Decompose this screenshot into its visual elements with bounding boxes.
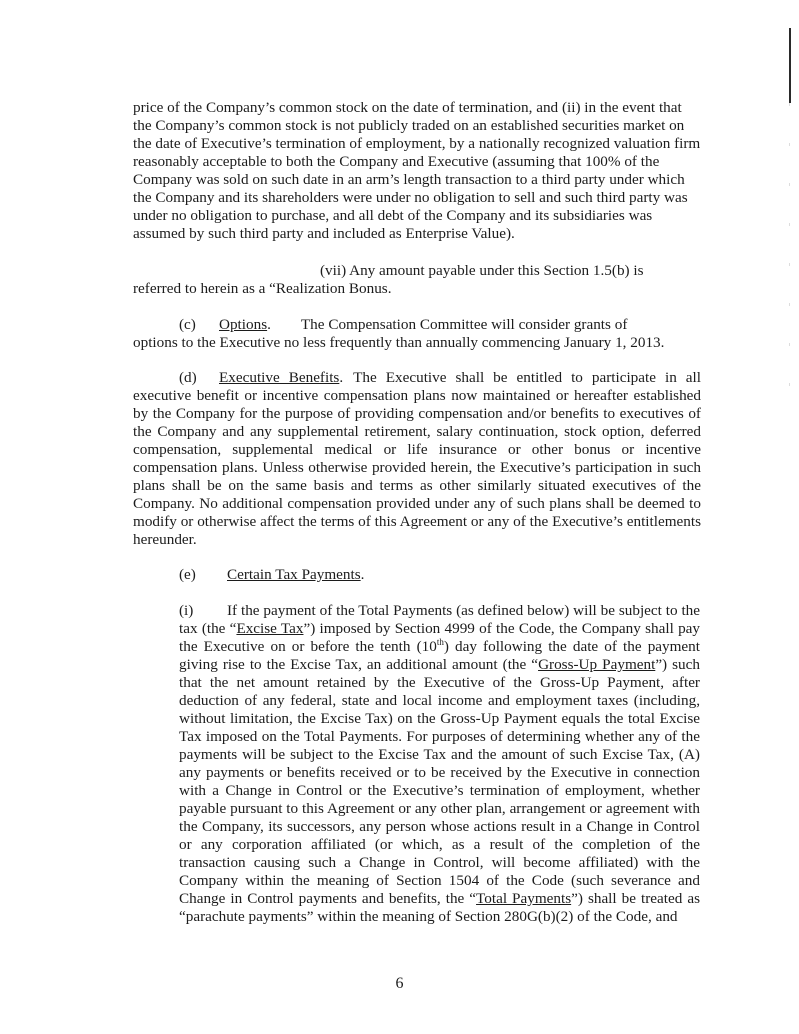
section-vii-paragraph [133,262,701,298]
section-e-heading: Certain Tax Payments [227,566,361,583]
excise-tax-term: Excise Tax [236,620,304,637]
section-e-label: (e) [179,566,196,583]
section-e-i-body [179,602,700,926]
section-e-i-text1: If the payment of the Total Payments (as defined below) will be subject to the tax (the “ [179,602,700,637]
ordinal-superscript: th [436,636,444,647]
section-e-i-text5: ”) shall be treated as “parachute payments” within the meaning of Section 280G(b)(2) of the Code, and [179,890,700,925]
section-c-label: (c) [179,316,196,333]
section-vii-text: (vii) Any amount payable under this Section 1.5(b) is [320,262,644,279]
section-e-i-label: (i) [179,602,194,619]
section-d-label: (d) [179,369,197,386]
section-d-heading: Executive Benefits [219,369,340,386]
section-d-body [133,369,701,549]
section-vii-line1 [133,262,701,280]
section-c-paragraph [133,316,701,352]
scan-edge-trace [789,103,790,403]
section-d-heading-punct: . [339,369,344,386]
gross-up-payment-term: Gross-Up Payment [538,656,656,673]
page-number: 6 [395,975,404,992]
section-c-text1: The Compensation Committee will consider grants of [300,316,628,333]
section-e-heading-punct: . [360,566,365,583]
section-c-heading-punct: . [267,316,271,333]
section-d-paragraph [133,369,701,549]
intro-paragraph [133,99,701,243]
section-e-i-text3: ) day following the date of the payment giving rise to the Excise Tax, an additional amount (the “ [179,638,700,673]
section-d-text: The Executive shall be entitled to participate in all executive benefit or incentive compensation plans now maintained or hereafter established by the Company for the purpose of providing compensation and/or benefits to executives of the Company and any supplemental retirement, salary continuation, stock option, deferred compensation, supplemental medical or life insurance or other bonus or incentive compensation plans. Unless otherwise provided herein, the Executive’s participation in such plans shall be on the same basis and terms as other similarly situated executives of the Company. No additional compensation provided under any of such plans shall be deemed to modify or otherwise affect the terms of this Agreement or any of the Executive’s entitlements hereunder. [133,369,701,548]
scan-edge-mark [789,28,791,103]
section-e-heading-line [179,566,700,584]
section-e-i-paragraph [179,602,700,926]
section-c-line1 [133,316,701,334]
intro-text: price of the Company’s common stock on the date of termination, and (ii) in the event that the Company’s common stock is not publicly traded on an established securities market on the date of Executive’s termination of employment, by a nationally recognized valuation firm reasonably acceptable to both the Company and Executive (assuming that 100% of the Company was sold on such date in an arm’s length transaction to a third party under which the Company and its shareholders were under no obligation to sell and such third party was under no obligation to purchase, and all debt of the Company and its subsidiaries was assumed by such third party and included as Enterprise Value). [133,99,701,242]
total-payments-term: Total Payments [476,890,572,907]
section-e-i-text4: ”) such that the net amount retained by the Executive of the Gross-Up Payment, after deduction of any federal, state and local income and employment taxes (including, without limitation, the Excise Tax) on the Gross-Up Payment equals the total Excise Tax imposed on the Total Payments. For purposes of determining whether any of the payments will be subject to the Excise Tax and the amount of such Excise Tax, (A) any payments or benefits received or to be received by the Executive in connection with a Change in Control or the Executive’s termination of employment, whether payable pursuant to this Agreement or any other plan, arrangement or agreement with the Company, its successors, any person whose actions result in a Change in Control or any corporation affiliated (or which, as a result of the completion of the transaction causing such a Change in Control, will become affiliated) with the Company within the meaning of Section 1504 of the Code (such severance and Change in Control payments and benefits, the “ [179,656,700,907]
section-vii-line2: referred to herein as a “Realization Bonus. [133,280,392,297]
section-e-i-text2: ”) imposed by Section 4999 of the Code, the Company shall pay the Executive on or before the tenth (10 [179,620,700,655]
section-c-heading: Options [219,316,268,333]
section-c-text2: options to the Executive no less frequently than annually commencing January 1, 2013. [133,334,665,351]
